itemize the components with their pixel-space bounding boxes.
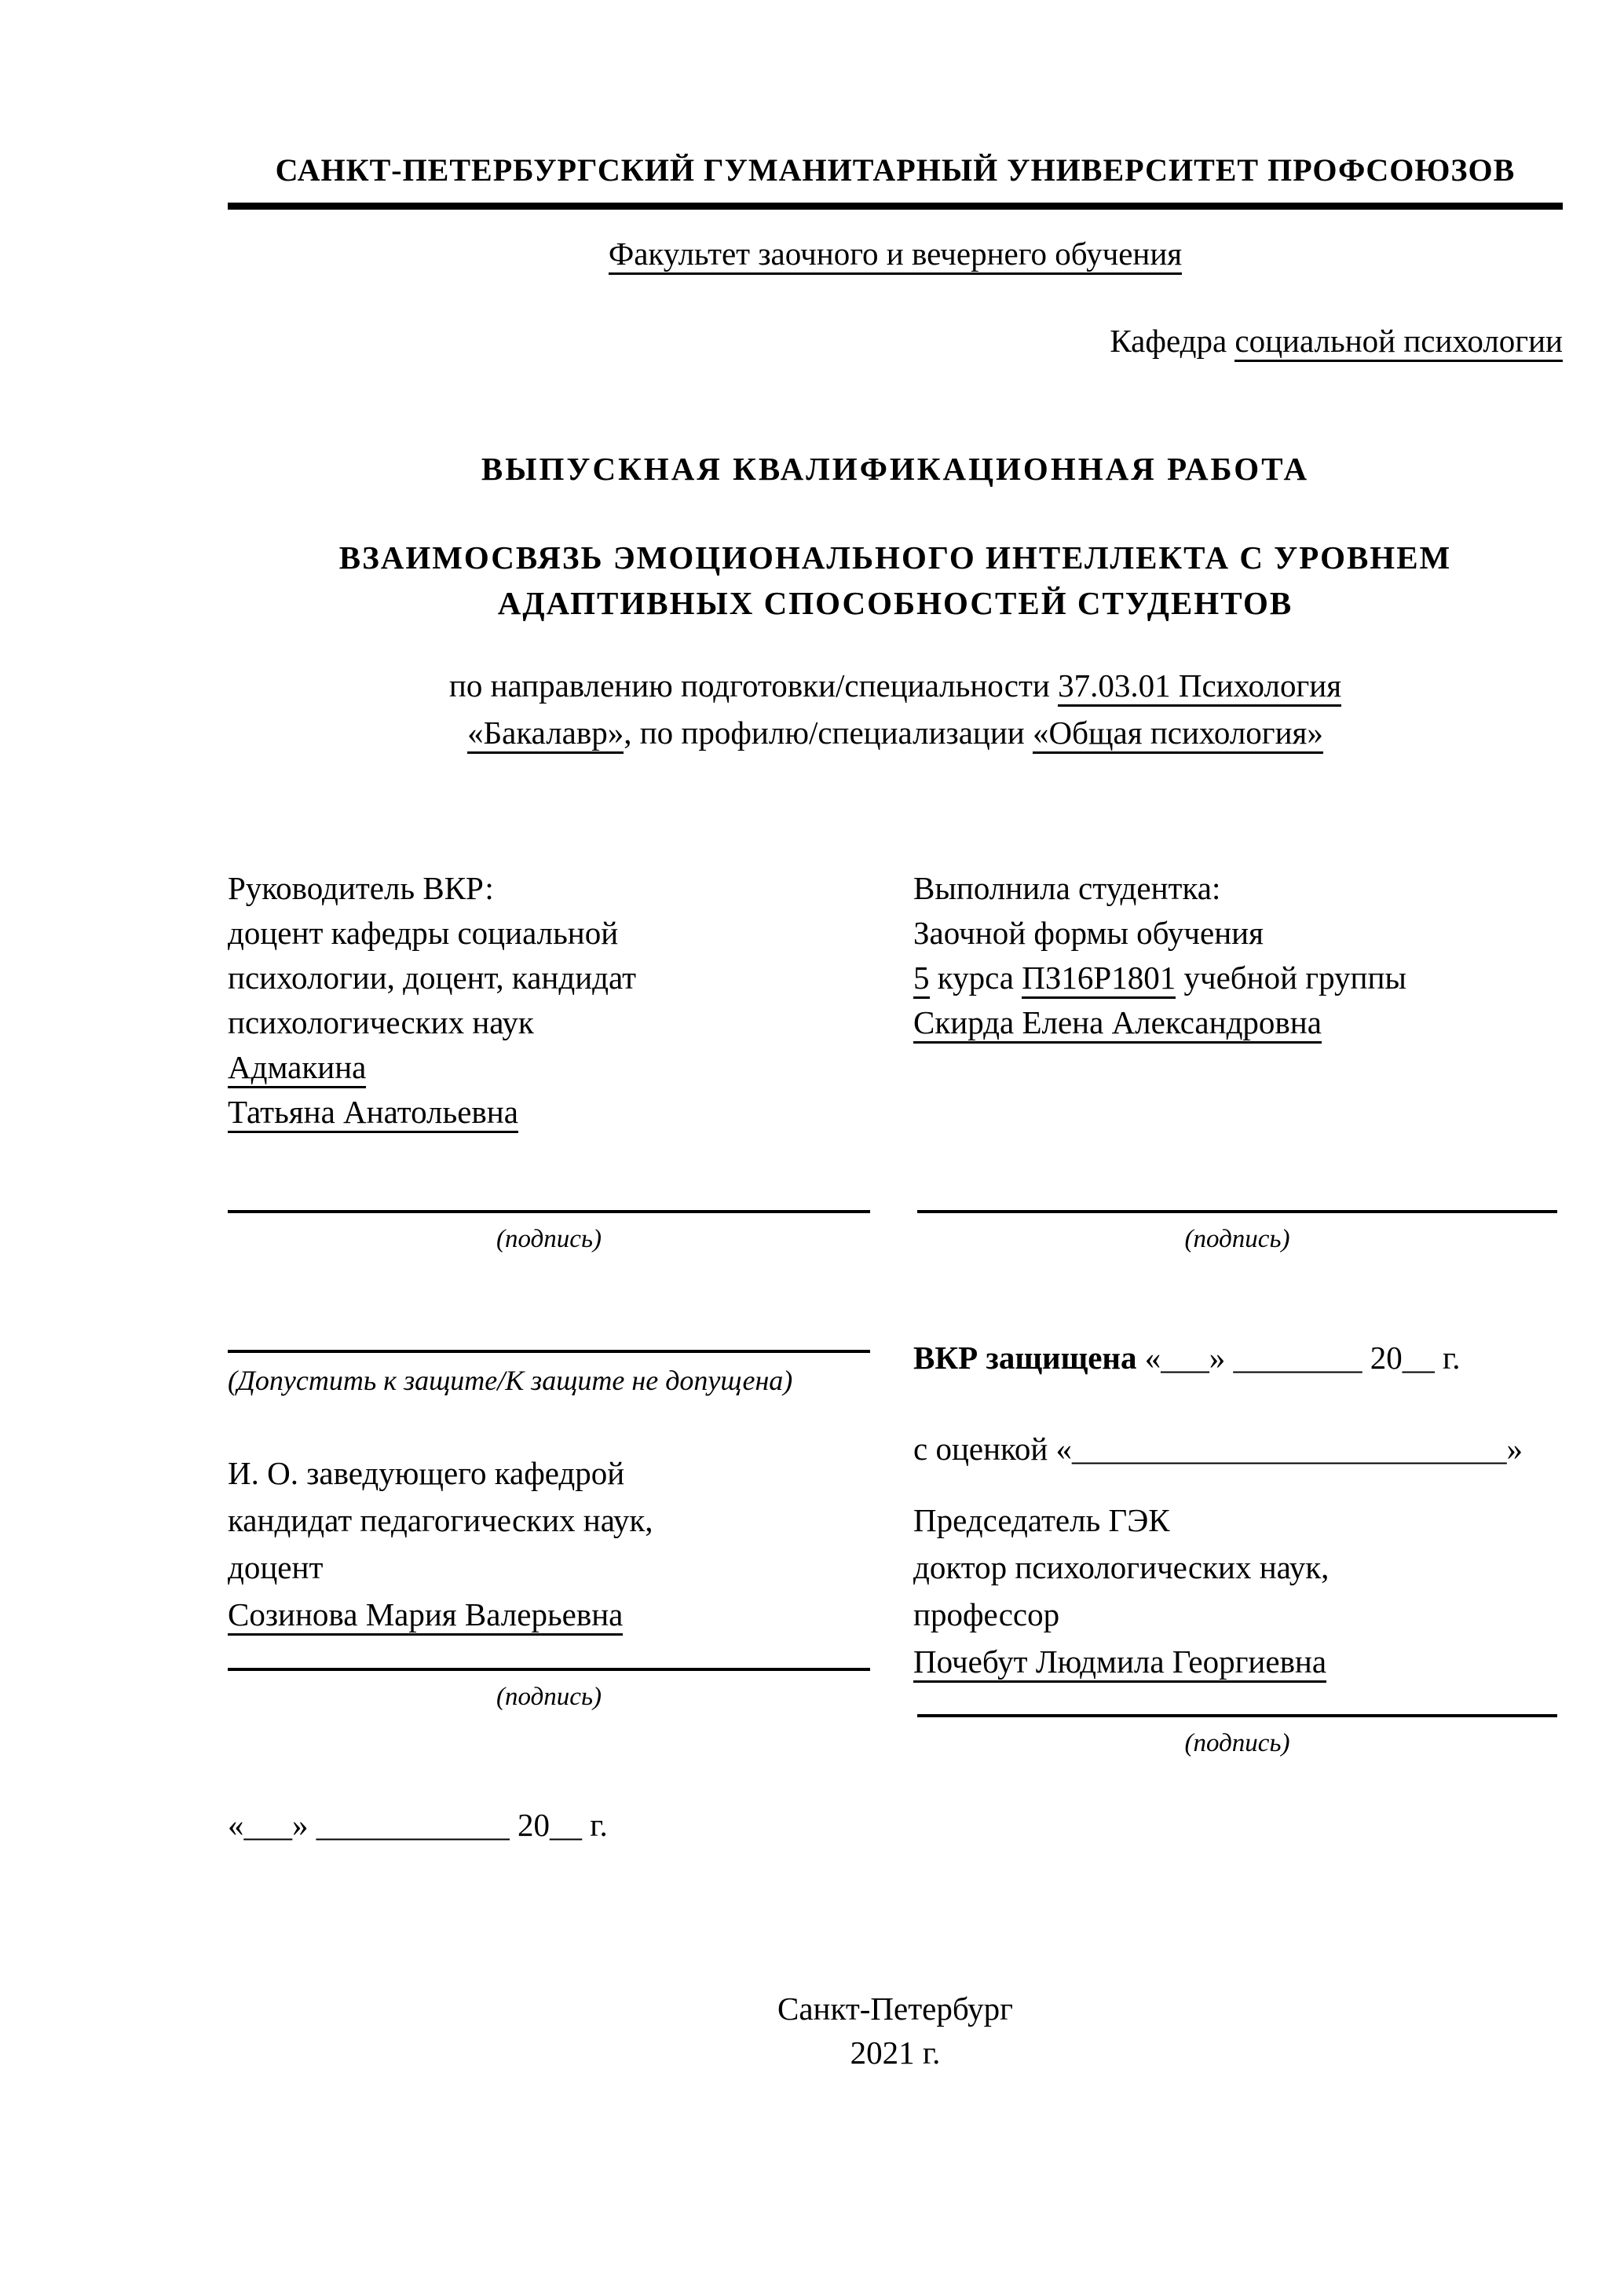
signature-caption: (подпись): [1184, 1729, 1290, 1757]
signature-caption: (подпись): [496, 1225, 602, 1253]
head-of-department-block: [228, 1450, 895, 1638]
gek-degree-line: доктор психологических наук,: [913, 1549, 1330, 1585]
department-line: [228, 320, 1563, 363]
specialty-code: 37.03.01 Психология: [1058, 667, 1341, 707]
specialty-prefix: по направлению подготовки/специальности: [448, 667, 1050, 704]
supervisor-name: Татьяна Анатольевна: [228, 1090, 895, 1135]
gek-chair-block: [913, 1497, 1589, 1685]
university-name: САНКТ-ПЕТЕРБУРГСКИЙ ГУМАНИТАРНЫЙ УНИВЕРСИТЕТ ПРОФСОЮЗОВ: [275, 152, 1516, 188]
head-degree-line: кандидат педагогических наук,: [228, 1502, 653, 1538]
specialty-block: [228, 662, 1563, 756]
student-label: Выполнила студентка:: [913, 870, 1221, 906]
work-type-heading: ВЫПУСКНАЯ КВАЛИФИКАЦИОННАЯ РАБОТА: [481, 451, 1310, 487]
supervisor-surname: Адмакина: [228, 1045, 895, 1090]
footer: [228, 1987, 1563, 2075]
student-signature-line: [917, 1210, 1557, 1213]
degree-value: «Бакалавр»: [467, 715, 624, 754]
department-value: социальной психологии: [1234, 323, 1563, 362]
head-position-line: доцент: [228, 1549, 324, 1585]
head-name: Созинова Мария Валерьевна: [228, 1591, 895, 1638]
date-blank: «___» ____________ 20__ г.: [228, 1807, 608, 1843]
student-name: Скирда Елена Александровна: [913, 1000, 1589, 1045]
faculty-line: [228, 232, 1563, 276]
supervisor-label: Руководитель ВКР:: [228, 870, 494, 906]
supervisor-block: [228, 866, 895, 1135]
specialty-line1: [228, 662, 1563, 709]
thesis-title-line1: ВЗАИМОСВЯЗЬ ЭМОЦИОНАЛЬНОГО ИНТЕЛЛЕКТА С УРОВНЕМ: [338, 539, 1452, 576]
supervisor-signature-line: [228, 1210, 870, 1213]
student-group: ПЗ16Р1801: [1022, 960, 1176, 999]
supervisor-position-line: доцент кафедры социальной: [228, 915, 619, 951]
defended-blank: «___» ________ 20__ г.: [1136, 1340, 1461, 1376]
grade-line: с оценкой «___________________________»: [913, 1431, 1523, 1467]
profile-value: «Общая психология»: [1033, 715, 1323, 754]
department-label: Кафедра: [1110, 323, 1227, 359]
gek-title-line: Председатель ГЭК: [913, 1502, 1170, 1538]
defended-label: ВКР защищена: [913, 1340, 1137, 1376]
admission-caption: (Допустить к защите/К защите не допущена): [228, 1365, 793, 1396]
profile-label: , по профилю/специализации: [624, 715, 1033, 751]
specialty-line2: [228, 709, 1563, 756]
signature-caption: (подпись): [1184, 1225, 1290, 1253]
student-block: [913, 866, 1589, 1045]
student-group-line: 5 курса ПЗ16Р1801 учебной группы: [913, 956, 1589, 1000]
signature-caption: (подпись): [496, 1683, 602, 1711]
faculty-name: Факультет заочного и вечернего обучения: [609, 236, 1182, 275]
supervisor-position-line: психологии, доцент, кандидат: [228, 960, 637, 996]
student-form: Заочной формы обучения: [913, 915, 1264, 951]
thesis-title: [228, 535, 1563, 626]
footer-year: 2021 г.: [850, 2035, 941, 2071]
student-course: 5: [913, 960, 930, 999]
gek-position-line: профессор: [913, 1596, 1060, 1632]
gek-signature-line: [917, 1714, 1557, 1717]
gek-name: Почебут Людмила Георгиевна: [913, 1638, 1589, 1685]
footer-city: Санкт-Петербург: [777, 1991, 1013, 2027]
admission-line: [228, 1350, 870, 1353]
defended-line: [913, 1336, 1597, 1380]
head-title-line: И. О. заведующего кафедрой: [228, 1455, 625, 1491]
university-header: [228, 149, 1563, 210]
thesis-title-line2: АДАПТИВНЫХ СПОСОБНОСТЕЙ СТУДЕНТОВ: [497, 585, 1293, 621]
supervisor-position-line: психологических наук: [228, 1004, 534, 1040]
head-signature-line: [228, 1668, 870, 1671]
